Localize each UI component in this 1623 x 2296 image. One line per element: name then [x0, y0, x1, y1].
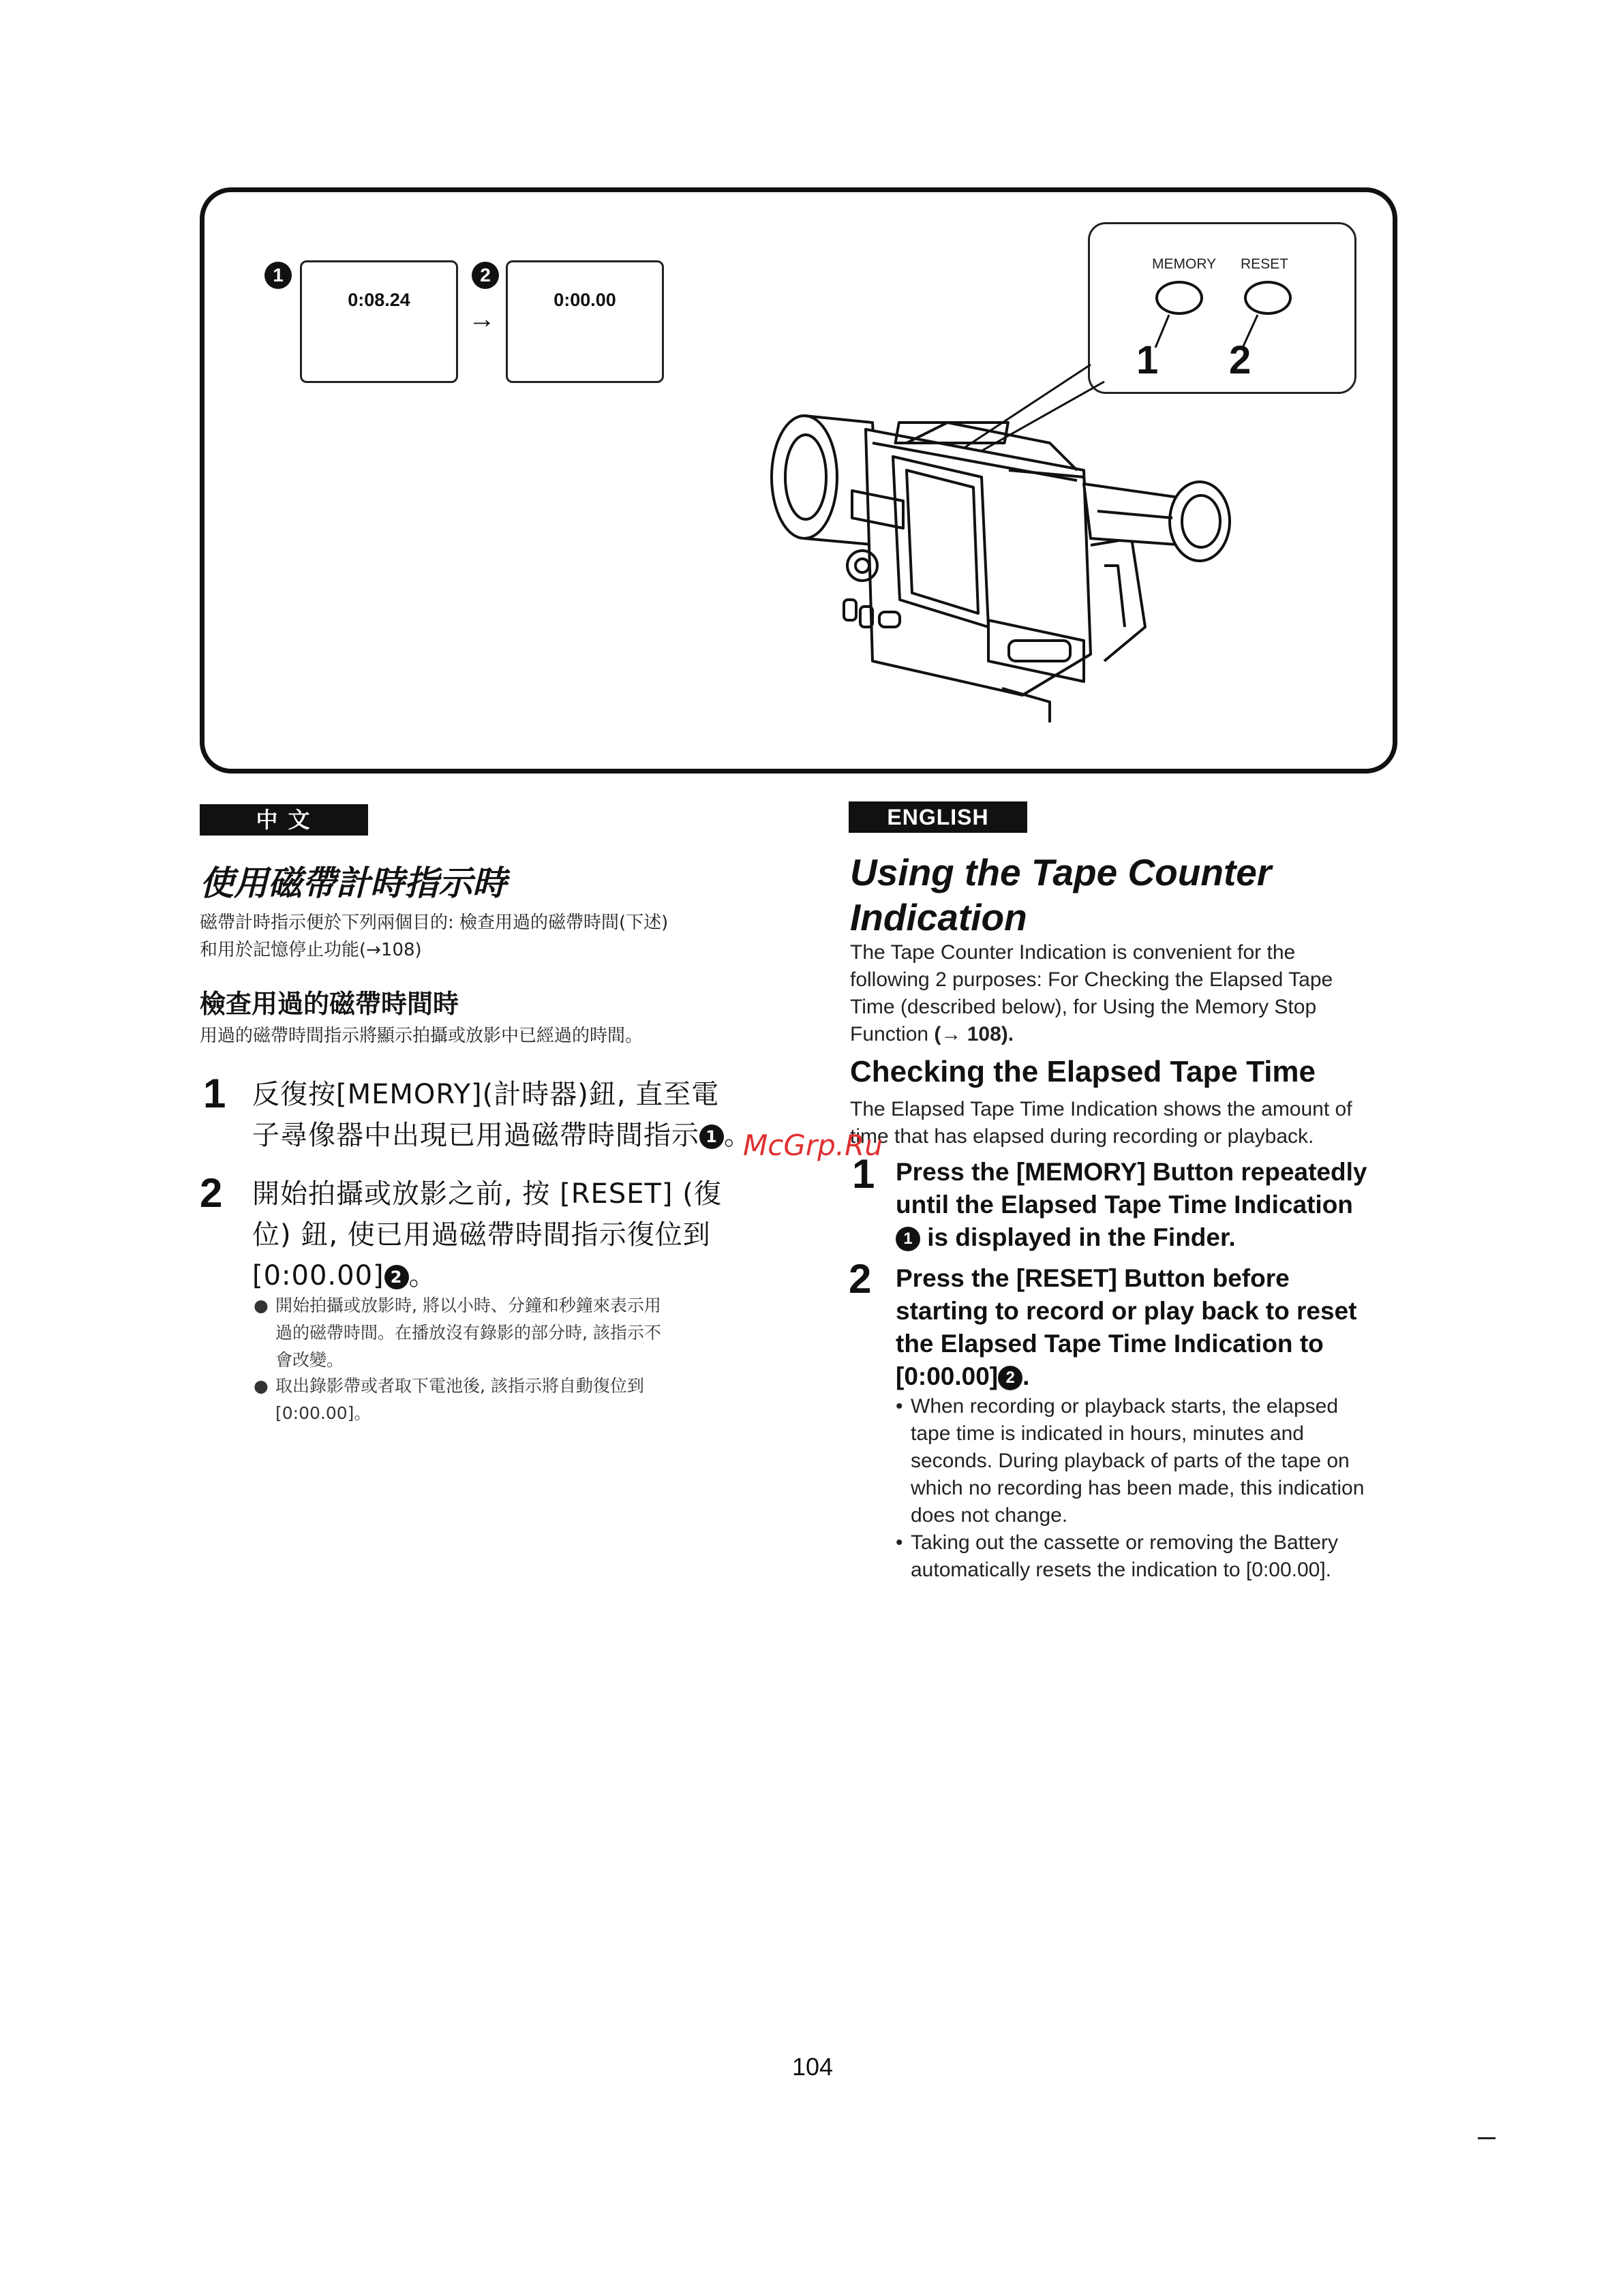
chinese-note-line: 會改變。: [275, 1350, 344, 1370]
memory-button-number: 1: [1136, 338, 1159, 382]
camcorder-illustration: [763, 341, 1241, 722]
english-heading-desc: [850, 1096, 1352, 1150]
english-note-text: When recording or playback starts, the elapsed: [911, 1395, 1338, 1418]
reset-button-number: 2: [1229, 338, 1252, 382]
english-step-line: starting to record or play back to reset: [896, 1297, 1357, 1325]
chinese-note-2: [254, 1373, 758, 1427]
english-step-line: the Elapsed Tape Time Indication to: [896, 1330, 1324, 1358]
marker-1-icon: 1: [699, 1124, 724, 1149]
english-note-1: [896, 1393, 1414, 1529]
english-intro-text: Function: [850, 1023, 935, 1045]
marker-1-icon: 1: [264, 262, 292, 289]
memory-button-label: MEMORY: [1152, 256, 1217, 272]
chinese-step-end: 。: [724, 1120, 752, 1151]
chinese-note-text: 開始拍攝或放影時, 將以小時、分鐘和秒鐘來表示用: [275, 1296, 661, 1315]
chinese-step-1: [252, 1074, 757, 1156]
english-desc-line: time that has elapsed during recording or playback.: [850, 1125, 1314, 1148]
english-note-line: [896, 1529, 1414, 1557]
english-step-2: [896, 1262, 1414, 1393]
arrow-right-icon: →: [468, 304, 496, 334]
chinese-section-tab: 中 文: [200, 804, 368, 836]
english-note-line: which no recording has been made, this indication: [911, 1477, 1365, 1499]
english-step-line: Press the [MEMORY] Button repeatedly: [896, 1158, 1367, 1186]
english-step-line: Press the [RESET] Button before: [896, 1264, 1290, 1292]
english-note-line: seconds. During playback of parts of the tape on: [911, 1450, 1350, 1472]
english-section-tab: ENGLISH: [849, 801, 1027, 833]
english-step-line: [896, 1360, 1414, 1393]
finder-time-before: 0:08.24: [348, 290, 410, 310]
english-heading: Checking the Elapsed Tape Time: [850, 1055, 1316, 1088]
chinese-step-2-number: 2: [200, 1170, 223, 1216]
chinese-intro-line: 和用於記憶停止功能(→108): [200, 940, 422, 960]
chinese-step-line: 位) 鈕, 使已用過磁帶時間指示復位到: [252, 1219, 711, 1251]
marker-1-icon: 1: [896, 1227, 920, 1251]
english-title: [850, 850, 1271, 940]
marker-2-icon: 2: [998, 1366, 1022, 1390]
english-step-1: [896, 1156, 1414, 1254]
page-reference: (→ 108).: [934, 1023, 1014, 1045]
english-step-text: [0:00.00]: [896, 1362, 999, 1390]
english-note-2: [896, 1529, 1414, 1584]
english-step-line: [896, 1221, 1414, 1254]
english-intro: [850, 939, 1333, 1048]
chinese-note-text: 取出錄影帶或者取下電池後, 該指示將自動復位到: [275, 1376, 644, 1396]
watermark: McGrp.Ru: [743, 1129, 883, 1162]
english-note-line: [896, 1393, 1414, 1420]
english-note-text: Taking out the cassette or removing the Battery: [911, 1531, 1338, 1554]
page-number: 104: [792, 2053, 834, 2081]
bullet-icon: ●: [254, 1296, 269, 1315]
chinese-step-text: 子尋像器中出現已用過磁帶時間指示: [252, 1120, 699, 1151]
chinese-heading: 檢查用過的磁帶時間時: [200, 989, 459, 1019]
finder-display-before: [300, 260, 458, 383]
english-desc-line: The Elapsed Tape Time Indication shows the amount of: [850, 1098, 1352, 1120]
bullet-icon: •: [896, 1531, 903, 1554]
chinese-step-end: 。: [408, 1260, 437, 1291]
english-step-text: is displayed in the Finder.: [920, 1223, 1236, 1251]
english-step-1-number: 1: [852, 1151, 875, 1197]
english-title-line: Using the Tape Counter: [850, 851, 1272, 893]
chinese-title: 使用磁帶計時指示時: [200, 863, 506, 903]
reset-button-label: RESET: [1241, 256, 1289, 272]
marker-2-icon: 2: [384, 1265, 409, 1289]
english-intro-line: Time (described below), for Using the Memory Stop: [850, 996, 1317, 1018]
english-intro-line: The Tape Counter Indication is convenient for the: [850, 941, 1296, 964]
edge-mark: [1478, 2137, 1496, 2139]
english-intro-line: [850, 1021, 1333, 1048]
english-note-line: tape time is indicated in hours, minutes and: [911, 1422, 1304, 1445]
english-step-end: .: [1022, 1362, 1030, 1390]
english-step-line: until the Elapsed Tape Time Indication: [896, 1191, 1353, 1219]
chinese-step-line: [252, 1255, 757, 1296]
chinese-step-2: [252, 1174, 757, 1296]
chinese-note-line: [254, 1292, 758, 1319]
english-step-2-number: 2: [849, 1256, 872, 1302]
english-note-line: automatically resets the indication to [0:00.00].: [911, 1559, 1332, 1581]
finder-time-after: 0:00.00: [553, 290, 616, 310]
chinese-note-1: [254, 1292, 758, 1374]
marker-2-icon: 2: [472, 262, 499, 289]
chinese-note-line: [0:00.00]。: [275, 1403, 371, 1423]
finder-display-after: [506, 260, 664, 383]
bullet-icon: ●: [254, 1376, 269, 1396]
chinese-step-line: 開始拍攝或放影之前, 按 [RESET] (復: [252, 1178, 722, 1210]
chinese-heading-desc: 用過的磁帶時間指示將顯示拍攝或放影中已經過的時間。: [200, 1026, 643, 1046]
english-title-line: Indication: [850, 896, 1027, 938]
chinese-intro: [200, 909, 668, 964]
english-intro-line: following 2 purposes: For Checking the Elapsed Tape: [850, 968, 1333, 991]
chinese-step-line: [252, 1115, 757, 1156]
chinese-note-line: 過的磁帶時間。在播放沒有錄影的部分時, 該指示不: [275, 1323, 661, 1343]
chinese-step-1-number: 1: [203, 1071, 226, 1116]
chinese-step-text: [0:00.00]: [252, 1260, 384, 1291]
chinese-step-line: 反復按[MEMORY](計時器)鈕, 直至電: [252, 1079, 720, 1110]
chinese-note-line: [254, 1373, 758, 1400]
chinese-intro-line: 磁帶計時指示便於下列兩個目的: 檢查用過的磁帶時間(下述): [200, 913, 669, 933]
bullet-icon: •: [896, 1395, 903, 1418]
english-note-line: does not change.: [911, 1504, 1068, 1527]
